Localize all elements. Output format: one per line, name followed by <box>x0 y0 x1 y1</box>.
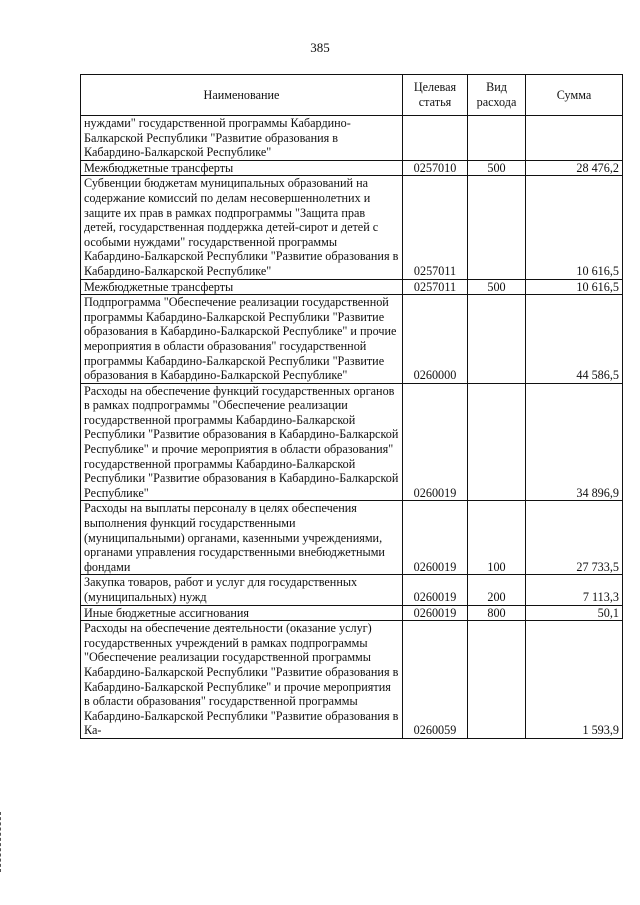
header-name: Наименование <box>81 75 403 116</box>
cell-name: Иные бюджетные ассигнования <box>81 605 403 621</box>
cell-code: 0257011 <box>403 176 468 279</box>
cell-code: 0260000 <box>403 295 468 384</box>
table-header-row <box>81 75 623 116</box>
cell-type <box>468 176 526 279</box>
cell-name: Подпрограмма "Обеспечение реализации государственной программы Кабардино-Балкарской Республики "Развитие образования в Кабардино-Балкарской Республике" и прочие мероприятия в области образования" государственной программы Кабардино-Балкарской Республики "Развитие образования в Кабардино-Балкарской Республике" <box>81 295 403 384</box>
cell-name: Субвенции бюджетам муниципальных образований на содержание комиссий по делам несовершеннолетних и защите их прав в рамках подпрограммы "Защита прав детей, государственная поддержка детей-сирот и детей с особыми нуждами" государственной программы Кабардино-Балкарской Республики "Развитие образования в Кабардино-Балкарской Республике" <box>81 176 403 279</box>
cell-name: Межбюджетные трансферты <box>81 160 403 176</box>
header-code: Целевая статья <box>403 75 468 116</box>
table-row <box>81 295 623 384</box>
cell-sum: 1 593,9 <box>526 621 623 739</box>
cell-sum: 28 476,2 <box>526 160 623 176</box>
cell-name: Межбюджетные трансферты <box>81 279 403 295</box>
cell-name: Расходы на обеспечение функций государственных органов в рамках подпрограммы "Обеспечение реализации государственной программы Кабардино-Балкарской Республики "Развитие образования в Кабардино-Балкарской Республике" и прочие мероприятия в области образования" государственной программы Кабардино-Балкарской Республики "Развитие образования в Кабардино-Балкарской Республике" <box>81 383 403 501</box>
table-row <box>81 160 623 176</box>
cell-type: 500 <box>468 279 526 295</box>
cell-code: 0257011 <box>403 279 468 295</box>
cell-name: Закупка товаров, работ и услуг для государственных (муниципальных) нужд <box>81 575 403 605</box>
cell-type <box>468 383 526 501</box>
table-row <box>81 383 623 501</box>
cell-sum: 10 616,5 <box>526 279 623 295</box>
cell-name: Расходы на выплаты персоналу в целях обеспечения выполнения функций государственными (муниципальными) органами, казенными учреждениями, органами управления государственными внебюджетными фондами <box>81 501 403 575</box>
budget-table <box>80 74 623 739</box>
cell-sum <box>526 116 623 161</box>
header-sum: Сумма <box>526 75 623 116</box>
table-row <box>81 575 623 605</box>
table-row <box>81 605 623 621</box>
cell-type: 800 <box>468 605 526 621</box>
cell-code: 0260019 <box>403 501 468 575</box>
table-body <box>81 116 623 739</box>
cell-type: 200 <box>468 575 526 605</box>
cell-type <box>468 295 526 384</box>
cell-type <box>468 116 526 161</box>
cell-name: Расходы на обеспечение деятельности (оказание услуг) государственных учреждений в рамках подпрограммы "Обеспечение реализации государственной программы Кабардино-Балкарской Республики "Развитие образования в Кабардино-Балкарской Республике" и прочие мероприятия в области образования" государственной программы Кабардино-Балкарской Республики "Развитие образования в Ка- <box>81 621 403 739</box>
table-row <box>81 621 623 739</box>
cell-code: 0257010 <box>403 160 468 176</box>
table-row <box>81 116 623 161</box>
cell-code: 0260019 <box>403 605 468 621</box>
cell-code: 0260059 <box>403 621 468 739</box>
cell-sum: 10 616,5 <box>526 176 623 279</box>
cell-sum: 50,1 <box>526 605 623 621</box>
cell-type: 100 <box>468 501 526 575</box>
cell-sum: 27 733,5 <box>526 501 623 575</box>
cell-sum: 7 113,3 <box>526 575 623 605</box>
table-row <box>81 279 623 295</box>
margin-mark <box>0 812 3 872</box>
cell-type: 500 <box>468 160 526 176</box>
cell-code: 0260019 <box>403 575 468 605</box>
cell-sum: 34 896,9 <box>526 383 623 501</box>
cell-sum: 44 586,5 <box>526 295 623 384</box>
cell-code: 0260019 <box>403 383 468 501</box>
cell-code <box>403 116 468 161</box>
header-type: Вид расхода <box>468 75 526 116</box>
table-row <box>81 501 623 575</box>
cell-type <box>468 621 526 739</box>
table-row <box>81 176 623 279</box>
page-number: 385 <box>310 40 330 55</box>
cell-name: нуждами" государственной программы Кабардино-Балкарской Республики "Развитие образования в Кабардино-Балкарской Республике" <box>81 116 403 161</box>
